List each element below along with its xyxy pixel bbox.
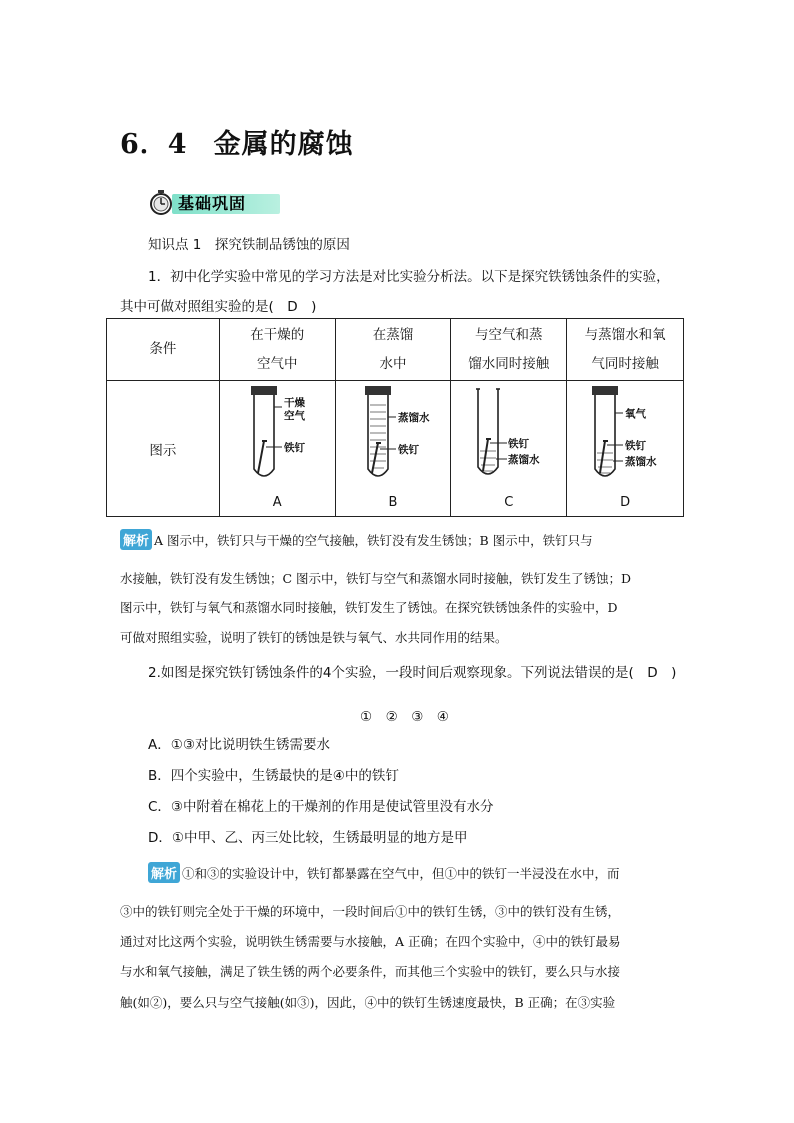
explanation-1-line-4: 可做对照组实验，说明了铁钉的锈蚀是铁与氧气、水共同作用的结果。 (120, 630, 508, 645)
row-header-figure: 图示 (107, 381, 220, 517)
q2-option-d: D．①中甲、乙、丙三处比较，生锈最明显的地方是甲 (148, 830, 468, 846)
title-text: 金属的腐蚀 (213, 129, 354, 160)
table-row (107, 381, 684, 517)
svg-text:空气: 空气 (283, 410, 305, 422)
svg-text:铁钉: 铁钉 (397, 444, 419, 456)
explanation-2-line-5: 触(如②)，要么只与空气接触(如③)，因此，④中的铁钉生锈速度最快，B 正确；在③实验 (120, 995, 616, 1010)
explanation-1-line-3: 图示中，铁钉与氧气和蒸馏水同时接触，铁钉发生了锈蚀。在探究铁锈蚀条件的实验中，D (120, 600, 618, 615)
figure-letter-d: D (620, 495, 631, 510)
figure-cell-b (335, 381, 451, 517)
title-number: 6．4 (120, 129, 188, 160)
svg-text:蒸馏水: 蒸馏水 (508, 454, 540, 466)
svg-text:铁钉: 铁钉 (625, 440, 647, 452)
q2-option-c: C．③中附着在棉花上的干燥剂的作用是使试管里没有水分 (148, 799, 494, 815)
explanation-1-line-1: 解析 A 图示中，铁钉只与干燥的空气接触，铁钉没有发生锈蚀；B 图示中，铁钉只与 (120, 529, 593, 550)
q2-option-a: A．①③对比说明铁生锈需要水 (148, 737, 330, 753)
experiment-table (106, 318, 684, 517)
q1-line1: 1．初中化学实验中常见的学习方法是对比实验分析法。以下是探究铁锈蚀条件的实验， (148, 269, 670, 285)
condition-cell-b: 在蒸馏 水中 (335, 319, 451, 381)
analysis-badge: 解析 (120, 529, 152, 550)
svg-text:铁钉: 铁钉 (508, 438, 530, 450)
figure-cell-d (567, 381, 684, 517)
condition-cell-d: 与蒸馏水和氧 气同时接触 (567, 319, 684, 381)
table-row (107, 319, 684, 381)
explanation-2-line-4: 与水和氧气接触，满足了铁生锈的两个必要条件，而其他三个实验中的铁钉，要么只与水接 (120, 964, 621, 979)
figure-letter-a: A (272, 495, 282, 510)
page-title (120, 122, 354, 161)
explanation-2-line-3: 通过对比这两个实验，说明铁生锈需要与水接触，A 正确；在四个实验中，④中的铁钉最易 (120, 934, 621, 949)
knowledge-point: 知识点 1 探究铁制品锈蚀的原因 (148, 237, 350, 253)
analysis-badge: 解析 (148, 862, 180, 883)
svg-text:干燥: 干燥 (283, 397, 305, 409)
svg-text:铁钉: 铁钉 (283, 442, 305, 454)
q2-option-b: B．四个实验中，生锈最快的是④中的铁钉 (148, 768, 399, 784)
stopwatch-icon (148, 189, 174, 215)
q1-line2: 其中可做对照组实验的是( D ) (120, 299, 317, 315)
condition-cell-a: 在干燥的 空气中 (219, 319, 335, 381)
figure-letter-c: C (504, 495, 514, 510)
section-label: 基础巩固 (178, 194, 247, 213)
condition-cell-c: 与空气和蒸 馏水同时接触 (451, 319, 567, 381)
svg-text:蒸馏水: 蒸馏水 (625, 456, 657, 468)
figure-cell-c (451, 381, 567, 517)
explanation-1-line-2: 水接触，铁钉没有发生锈蚀；C 图示中，铁钉与空气和蒸馏水同时接触，铁钉发生了锈蚀；D (120, 571, 632, 586)
figure-cell-a (219, 381, 335, 517)
q2-stem: 2.如图是探究铁钉锈蚀条件的4个实验，一段时间后观察现象。下列说法错误的是( D ) (148, 665, 677, 681)
svg-text:蒸馏水: 蒸馏水 (397, 412, 430, 424)
explanation-2-line-2: ③中的铁钉则完全处于干燥的环境中，一段时间后①中的铁钉生锈，③中的铁钉没有生锈， (120, 904, 621, 919)
row-header-condition: 条件 (107, 319, 220, 381)
figure-letter-b: B (388, 495, 398, 510)
explanation-2-line-1: 解析 ①和③的实验设计中，铁钉都暴露在空气中，但①中的铁钉一半浸没在水中，而 (148, 862, 620, 883)
q2-figure-labels: ① ② ③ ④ (360, 709, 449, 725)
svg-text:氧气: 氧气 (625, 408, 647, 420)
